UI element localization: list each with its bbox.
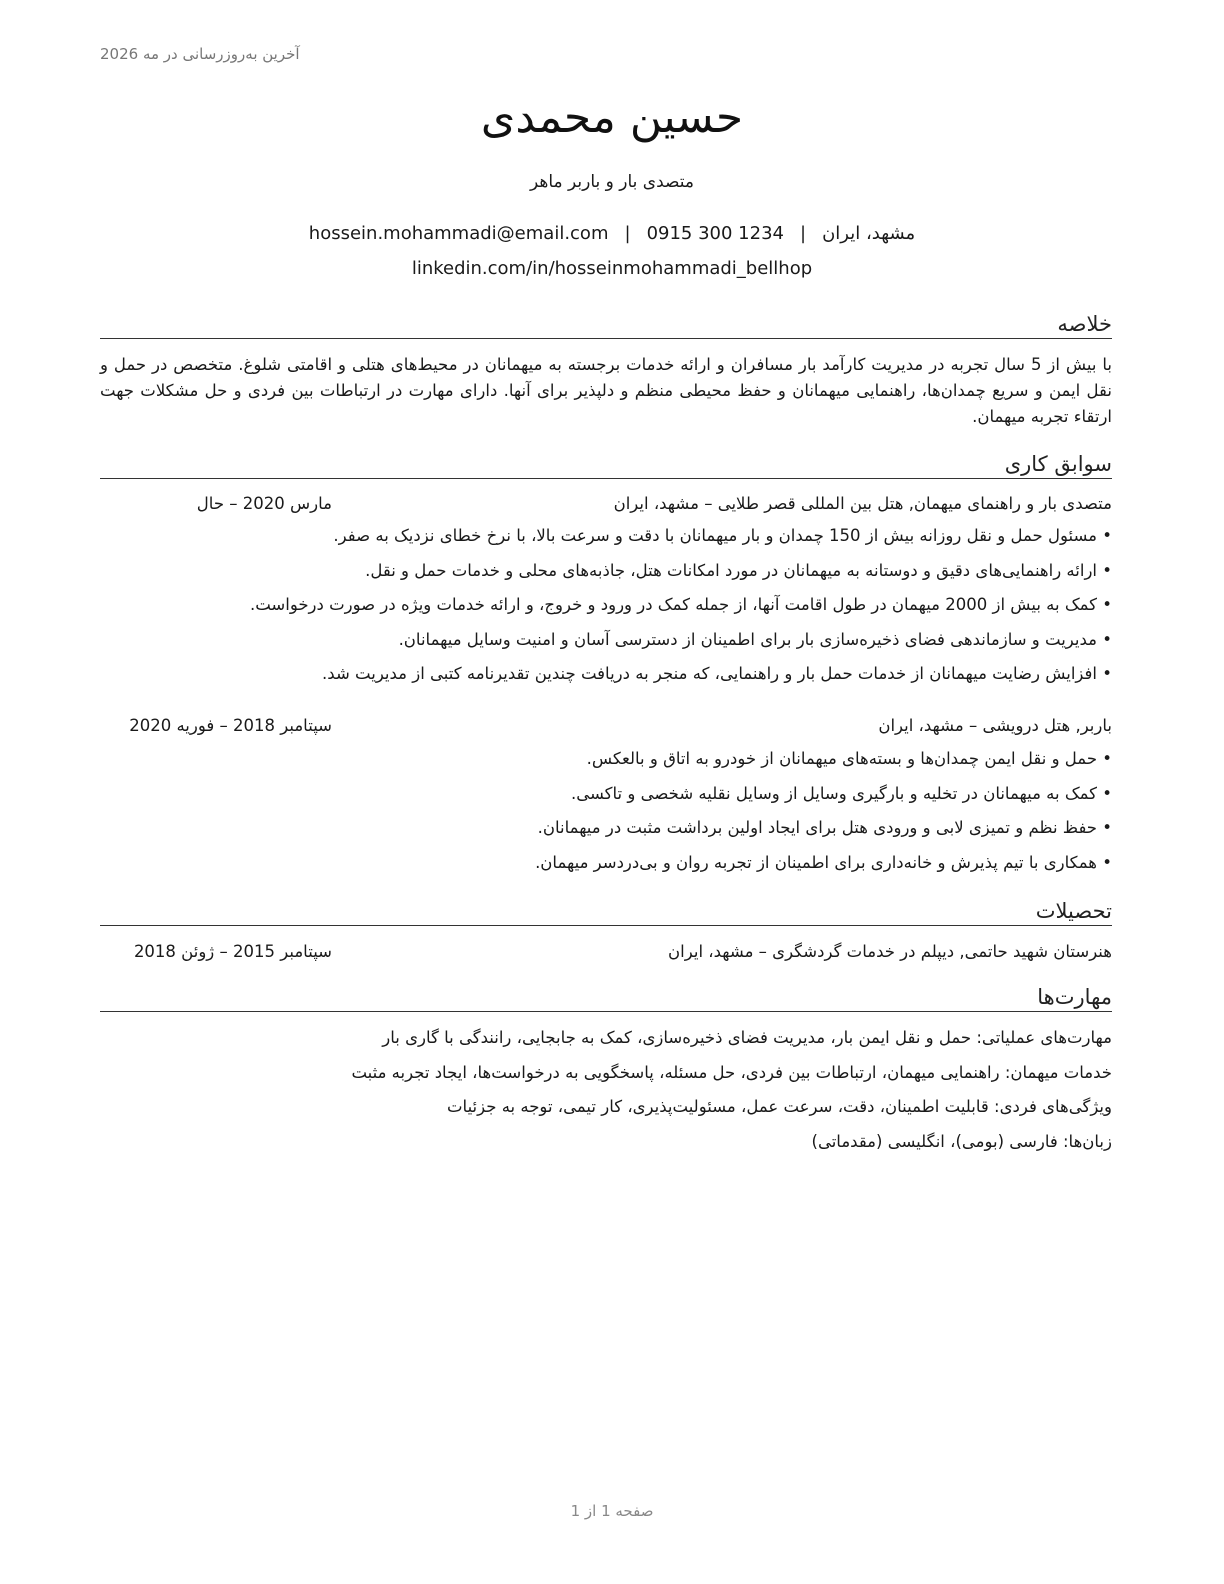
summary-text: با بیش از 5 سال تجربه در مدیریت کارآمد بار مسافران و ارائه خدمات برجسته به میهمانان در محیط‌های هتلی و اقامتی شلوغ. متخصص در حمل و نقل ایمن و سریع چمدان‌ها، راهنمایی میهمانان و حفظ محیطی منظم و دلپذیر برای آنها. دارای مهارت در ارتباطات بین فردی و حل مشکلات جهت ارتقاء تجربه میهمان. (100, 355, 1113, 426)
education-entry (100, 942, 1112, 966)
skill-line: مهارت‌های عملیاتی: حمل و نقل ایمن بار، مدیریت فضای ذخیره‌سازی، کمک به جابجایی، رانندگی با گاری بار (382, 1028, 1112, 1047)
job-role: باربر, هتل درویشی – مشهد، ایران (878, 716, 1112, 735)
last-updated-note: آخرین به‌روزرسانی در مه 2026 (100, 45, 300, 63)
skill-line: ویژگی‌های فردی: قابلیت اطمینان، دقت، سرعت عمل، مسئولیت‌پذیری، کار تیمی، توجه به جزئیات (447, 1097, 1112, 1116)
bullet-item: • ارائه راهنمایی‌های دقیق و دوستانه به میهمانان در مورد امکانات هتل، جاذبه‌های محلی و خدمات حمل و نقل. (100, 559, 1112, 594)
summary-heading: خلاصه (100, 312, 1112, 339)
bullet-item: • افزایش رضایت میهمانان از خدمات حمل بار و راهنمایی، که منجر به دریافت چندین تقدیرنامه کتبی از مدیریت شد. (100, 662, 1112, 697)
job-header (100, 494, 1112, 518)
job-header (100, 716, 1112, 740)
candidate-title: متصدی بار و باربر ماهر (529, 172, 694, 192)
phone-number: 0915 300 1234 (646, 223, 784, 244)
skills-list (100, 1026, 1112, 1164)
job-dates: سپتامبر 2018 – فوریه 2020 (129, 716, 332, 735)
bullet-item: • کمک به میهمانان در تخلیه و بارگیری وسایل از وسایل نقلیه شخصی و تاکسی. (100, 782, 1112, 817)
linkedin-link[interactable]: linkedin.com/in/hosseinmohammadi_bellhop (411, 258, 813, 279)
email-link[interactable]: hossein.mohammadi@email.com (308, 223, 609, 244)
bullet-item: • حفظ نظم و تمیزی لابی و ورودی هتل برای ایجاد اولین برداشت مثبت در میهمانان. (100, 816, 1112, 851)
bullet-item: • مسئول حمل و نقل روزانه بیش از 150 چمدان و بار میهمانان با دقت و سرعت بالا، با نرخ خطای نزدیک به صفر. (100, 524, 1112, 559)
job-role: متصدی بار و راهنمای میهمان, هتل بین المللی قصر طلایی – مشهد، ایران (613, 494, 1112, 513)
job-dates: مارس 2020 – حال (196, 494, 332, 513)
job-bullets (100, 747, 1112, 885)
job-bullets (100, 524, 1112, 697)
contact-line (0, 223, 1224, 244)
education-heading: تحصیلات (100, 899, 1112, 926)
bullet-item: • حمل و نقل ایمن چمدان‌ها و بسته‌های میهمانان از خودرو به اتاق و بالعکس. (100, 747, 1112, 782)
location: مشهد، ایران (822, 223, 916, 244)
education-school: هنرستان شهید حاتمی, دیپلم در خدمات گردشگری – مشهد، ایران (668, 942, 1112, 961)
separator: | (624, 223, 631, 244)
separator: | (799, 223, 807, 244)
skill-line: خدمات میهمان: راهنمایی میهمان، ارتباطات بین فردی، حل مسئله، پاسخگویی به درخواست‌ها، ایجاد تجربه مثبت (351, 1062, 1112, 1082)
skills-heading: مهارت‌ها (100, 985, 1112, 1012)
page-number: صفحه 1 از 1 (570, 1502, 654, 1520)
bullet-item: • همکاری با تیم پذیرش و خانه‌داری برای اطمینان از تجربه روان و بی‌دردسر میهمان. (100, 851, 1112, 886)
skill-line: زبان‌ها: فارسی (بومی)، انگلیسی (مقدماتی) (811, 1131, 1112, 1151)
bullet-item: • کمک به بیش از 2000 میهمان در طول اقامت آنها، از جمله کمک در ورود و خروج، و ارائه خدمات ویژه در صورت درخواست. (100, 593, 1112, 628)
bullet-item: • مدیریت و سازماندهی فضای ذخیره‌سازی بار برای اطمینان از دسترسی آسان و امنیت وسایل میهمانان. (100, 628, 1112, 663)
candidate-name: حسین محمدی (480, 92, 744, 143)
education-dates: سپتامبر 2015 – ژوئن 2018 (133, 942, 332, 961)
experience-heading: سوابق کاری (100, 452, 1112, 479)
